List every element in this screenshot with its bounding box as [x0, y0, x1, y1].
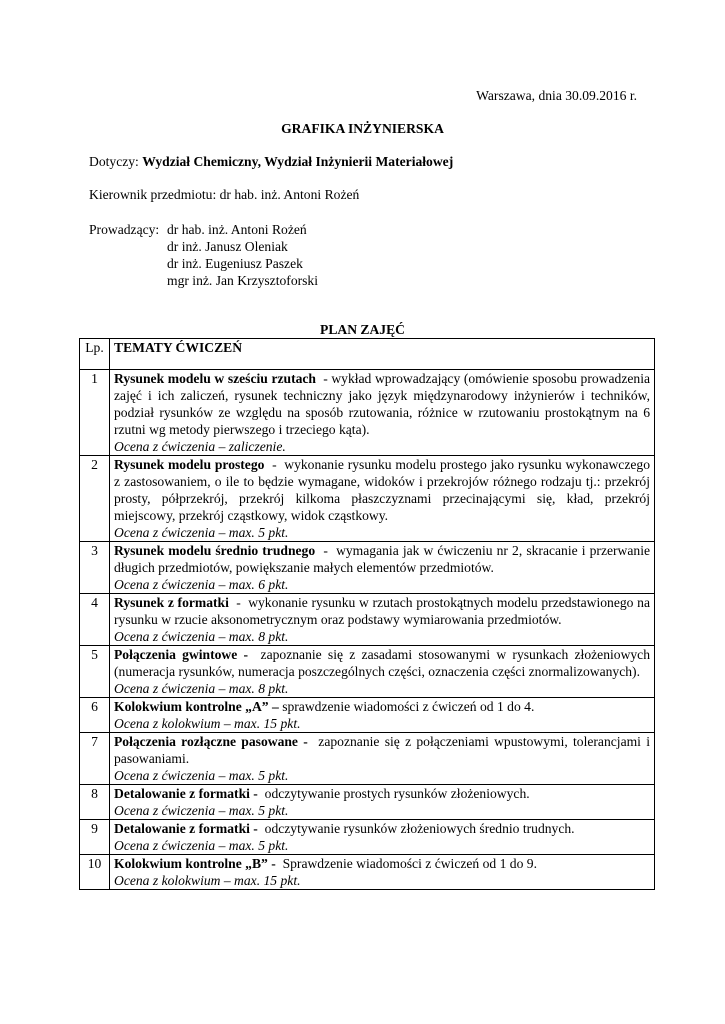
table-row: [80, 542, 655, 594]
row-lp: 3: [80, 542, 110, 594]
row-description: [114, 542, 654, 576]
row-topic-cell: [110, 820, 655, 855]
row-desc-text: odczytywanie rysunków złożeniowych średnio trudnych.: [257, 821, 575, 836]
plan-title: PLAN ZAJĘĆ: [320, 322, 405, 337]
row-topic-cell: [110, 698, 655, 733]
row-description: [114, 646, 654, 680]
prowadzacy-name: dr hab. inż. Antoni Rożeń: [167, 222, 307, 237]
row-description: [114, 456, 654, 524]
row-topic-cell: [110, 456, 655, 542]
document-date: Warszawa, dnia 30.09.2016 r.: [476, 88, 637, 103]
row-lp: 8: [80, 785, 110, 820]
row-desc-text: - wykład wprowadzający (omówienie sposobu prowadzenia zajęć i ich zaliczeń, rysunek techniczny jako język międzynarodowy inżynierów i techników, podział rysunków ze względu na sposób rzutowania, różnice w rzutowaniu prostokątnym na 6 rzutni wg metody pierwszego i trzeciego kąta).: [114, 371, 654, 437]
row-ocena: Ocena z ćwiczenia – max. 5 pkt.: [114, 803, 289, 818]
row-topic: Kolokwium kontrolne „B” -: [114, 856, 276, 871]
table-header-row: [80, 339, 655, 370]
row-description: [114, 370, 654, 438]
header-lp: Lp.: [80, 339, 110, 370]
row-lp: 1: [80, 370, 110, 456]
row-ocena: Ocena z ćwiczenia – zaliczenie.: [114, 439, 286, 454]
row-topic: Połączenia gwintowe -: [114, 647, 249, 662]
row-desc-text: zapoznanie się z połączeniami wpustowymi, tolerancjami i pasowaniami.: [114, 734, 654, 766]
header-tematy: TEMATY ĆWICZEŃ: [110, 339, 655, 370]
table-row: [80, 646, 655, 698]
row-topic: Kolokwium kontrolne „A” –: [114, 699, 279, 714]
dotyczy-line: [89, 153, 453, 170]
row-lp: 9: [80, 820, 110, 855]
row-topic-cell: [110, 370, 655, 456]
row-topic-cell: [110, 855, 655, 890]
plan-table: [79, 338, 655, 890]
table-row: [80, 698, 655, 733]
row-description: [114, 733, 654, 767]
row-topic: Rysunek modelu w sześciu rzutach: [114, 371, 316, 386]
row-ocena: Ocena z kolokwium – max. 15 pkt.: [114, 716, 301, 731]
prowadzacy-name: dr inż. Eugeniusz Paszek: [167, 256, 303, 271]
row-ocena: Ocena z ćwiczenia – max. 8 pkt.: [114, 629, 289, 644]
prowadzacy-label: Prowadzący:: [89, 222, 160, 237]
prowadzacy-name: mgr inż. Jan Krzysztoforski: [167, 273, 319, 288]
prowadzacy-name: dr inż. Janusz Oleniak: [167, 239, 288, 254]
row-desc-text: - wykonanie rysunku modelu prostego jako rysunku wykonawczego z zastosowaniem, o ile to będzie wymagane, widoków i przekrojów różnego rodzaju tj.: przekrój prosty, półprzekrój, przekrój kilkoma płaszczyznami przecinającymi się, kład, przekrój miejscowy, przekrój cząstkowy, widok cząstkowy.: [114, 457, 654, 523]
row-description: [114, 820, 650, 837]
table-row: [80, 785, 655, 820]
row-desc-text: Sprawdzenie wiadomości z ćwiczeń od 1 do 9.: [275, 856, 537, 871]
dotyczy-value: Wydział Chemiczny, Wydział Inżynierii Materiałowej: [142, 154, 454, 169]
table-row: [80, 370, 655, 456]
row-description: [114, 698, 650, 715]
row-topic: Rysunek modelu średnio trudnego: [114, 543, 316, 558]
row-topic: Rysunek z formatki: [114, 595, 229, 610]
row-lp: 7: [80, 733, 110, 785]
kierownik-line: Kierownik przedmiotu: dr hab. inż. Antoni Rożeń: [89, 187, 360, 202]
row-description: [114, 785, 650, 802]
row-topic: Rysunek modelu prostego: [114, 457, 265, 472]
row-description: [114, 594, 654, 628]
row-topic-cell: [110, 594, 655, 646]
row-topic: Połączenia rozłączne pasowane -: [114, 734, 308, 749]
row-ocena: Ocena z ćwiczenia – max. 6 pkt.: [114, 577, 289, 592]
table-row: [80, 456, 655, 542]
row-topic: Detalowanie z formatki -: [114, 821, 258, 836]
row-lp: 2: [80, 456, 110, 542]
table-row: [80, 594, 655, 646]
row-topic-cell: [110, 733, 655, 785]
row-lp: 10: [80, 855, 110, 890]
row-ocena: Ocena z kolokwium – max. 15 pkt.: [114, 873, 301, 888]
row-topic-cell: [110, 785, 655, 820]
dotyczy-label: Dotyczy:: [89, 154, 139, 169]
row-ocena: Ocena z ćwiczenia – max. 8 pkt.: [114, 681, 289, 696]
row-topic-cell: [110, 542, 655, 594]
row-desc-text: zapoznanie się z zasadami stosowanymi w rysunkach złożeniowych (numeracja rysunków, numeracja poszczególnych części, oznaczenia części znormalizowanych).: [114, 647, 654, 679]
table-row: [80, 733, 655, 785]
row-ocena: Ocena z ćwiczenia – max. 5 pkt.: [114, 838, 289, 853]
row-lp: 4: [80, 594, 110, 646]
row-description: [114, 855, 650, 872]
row-lp: 5: [80, 646, 110, 698]
row-desc-text: sprawdzenie wiadomości z ćwiczeń od 1 do 4.: [278, 699, 535, 714]
document-title: GRAFIKA INŻYNIERSKA: [281, 121, 444, 136]
row-desc-text: - wykonanie rysunku w rzutach prostokątnych modelu przedstawionego na rysunku w rzucie aksonometrycznym oraz podstawy wymiarowania przedmiotów.: [114, 595, 654, 627]
row-lp: 6: [80, 698, 110, 733]
row-topic: Detalowanie z formatki -: [114, 786, 258, 801]
row-desc-text: odczytywanie prostych rysunków złożeniowych.: [257, 786, 530, 801]
table-row: [80, 855, 655, 890]
row-ocena: Ocena z ćwiczenia – max. 5 pkt.: [114, 525, 289, 540]
row-ocena: Ocena z ćwiczenia – max. 5 pkt.: [114, 768, 289, 783]
row-topic-cell: [110, 646, 655, 698]
table-row: [80, 820, 655, 855]
row-desc-text: - wymagania jak w ćwiczeniu nr 2, skracanie i przerwanie długich przedmiotów, powiększanie małych elementów przedmiotów.: [114, 543, 654, 575]
